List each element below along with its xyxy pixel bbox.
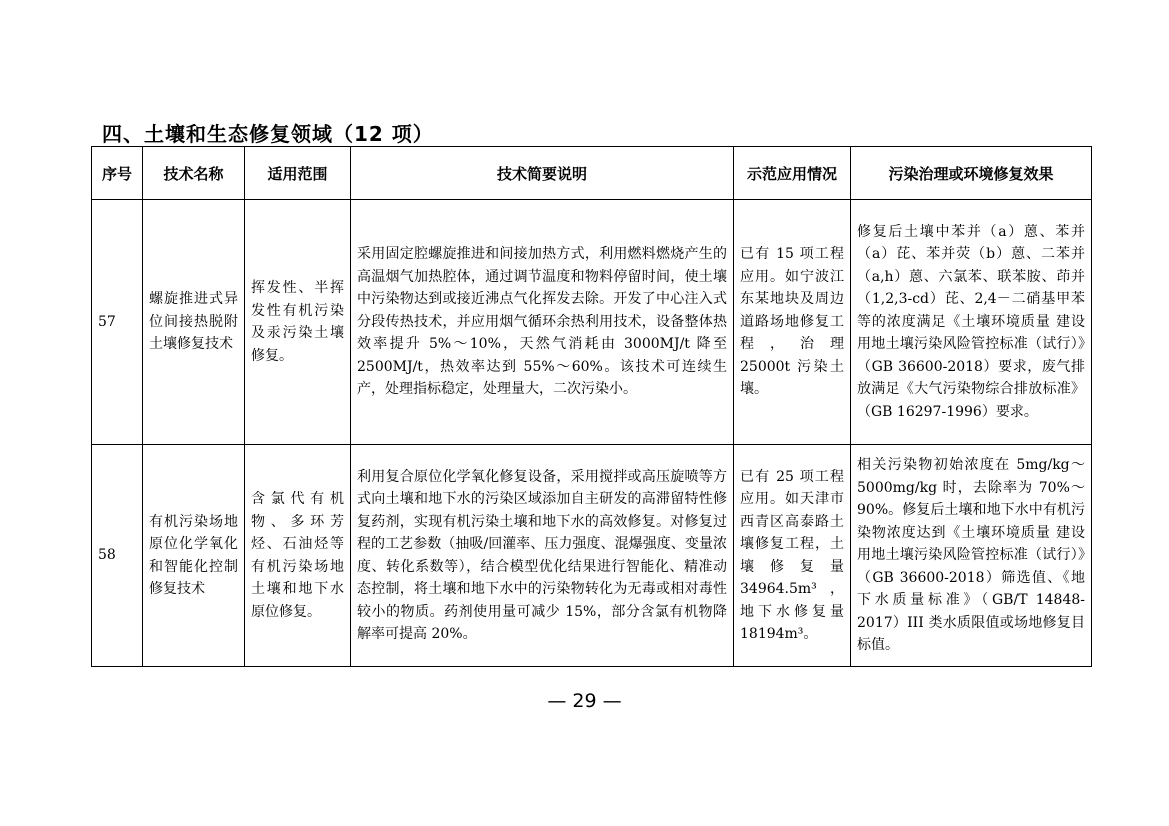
row-description: 采用固定腔螺旋推进和间接加热方式，利用燃料燃烧产生的高温烟气加热腔体，通过调节温度和物料停留时间，使土壤中污染物达到或接近沸点气化挥发去除。开发了中心注入式分段传热技术，并应用烟气循环余热利用技术，设备整体热效率提升 5%～10%，天然气消耗由 3000MJ/t 降至 2500MJ/t，热效率达到 55%～60%。该技术可连续生产，处理指标稳定，处理量大，二次污染小。 — [351, 200, 734, 445]
header-effect: 污染治理或环境修复效果 — [851, 147, 1092, 200]
row-effect: 修复后土壤中苯并（a）蒽、苯并（a）芘、苯并荧（b）蒽、二苯并（a,h）蒽、六氯苯、联苯胺、茚并（1,2,3-cd）芘、2,4－二硝基甲苯等的浓度满足《土壤环境质量 建设用地土壤污染风险管控标准（试行）》（GB 36600-2018）要求，废气排放满足《大气污染物综合排放标准》（GB 16297-1996）要求。 — [851, 200, 1092, 445]
table-row — [92, 445, 1092, 667]
row-application: 已有 25 项工程应用。如天津市西青区高泰路土壤修复工程，土壤修复量 34964.5m³，地下水修复量 18194m³。 — [734, 445, 851, 667]
header-serial-no: 序号 — [92, 147, 143, 200]
row-scope: 挥发性、半挥发性有机污染及汞污染土壤修复。 — [245, 200, 351, 445]
row-serial-no: 57 — [92, 200, 143, 445]
header-application: 示范应用情况 — [734, 147, 851, 200]
table-header-row — [92, 147, 1092, 200]
technology-table — [91, 146, 1092, 667]
table-row — [92, 200, 1092, 445]
section-title: 四、土壤和生态修复领域（12 项） — [102, 122, 434, 146]
page-number: — 29 — — [547, 690, 622, 712]
row-effect: 相关污染物初始浓度在 5mg/kg～5000mg/kg 时，去除率为 70%～90%。修复后土壤和地下水中有机污染物浓度达到《土壤环境质量 建设用地土壤污染风险管控标准（试行）》（GB 36600-2018）筛选值、《地下水质量标准》（GB/T 14848-2017）III 类水质限值或场地修复目标值。 — [851, 445, 1092, 667]
header-scope: 适用范围 — [245, 147, 351, 200]
row-description: 利用复合原位化学氧化修复设备，采用搅拌或高压旋喷等方式向土壤和地下水的污染区域添加自主研发的高滞留特性修复药剂，实现有机污染土壤和地下水的高效修复。对修复过程的工艺参数（抽吸/回灌率、压力强度、混爆强度、变量浓度、转化系数等），结合模型优化结果进行智能化、精准动态控制，将土壤和地下水中的污染物转化为无毒或相对毒性较小的物质。药剂使用量可减少 15%，部分含氯有机物降解率可提高 20%。 — [351, 445, 734, 667]
row-tech-name: 有机污染场地原位化学氧化和智能化控制修复技术 — [143, 445, 245, 667]
row-tech-name: 螺旋推进式异位间接热脱附土壤修复技术 — [143, 200, 245, 445]
header-description: 技术简要说明 — [351, 147, 734, 200]
row-serial-no: 58 — [92, 445, 143, 667]
row-application: 已有 15 项工程应用。如宁波江东某地块及周边道路场地修复工程，治理 25000t 污染土壤。 — [734, 200, 851, 445]
header-tech-name: 技术名称 — [143, 147, 245, 200]
row-scope: 含氯代有机物、多环芳烃、石油烃等有机污染场地土壤和地下水原位修复。 — [245, 445, 351, 667]
